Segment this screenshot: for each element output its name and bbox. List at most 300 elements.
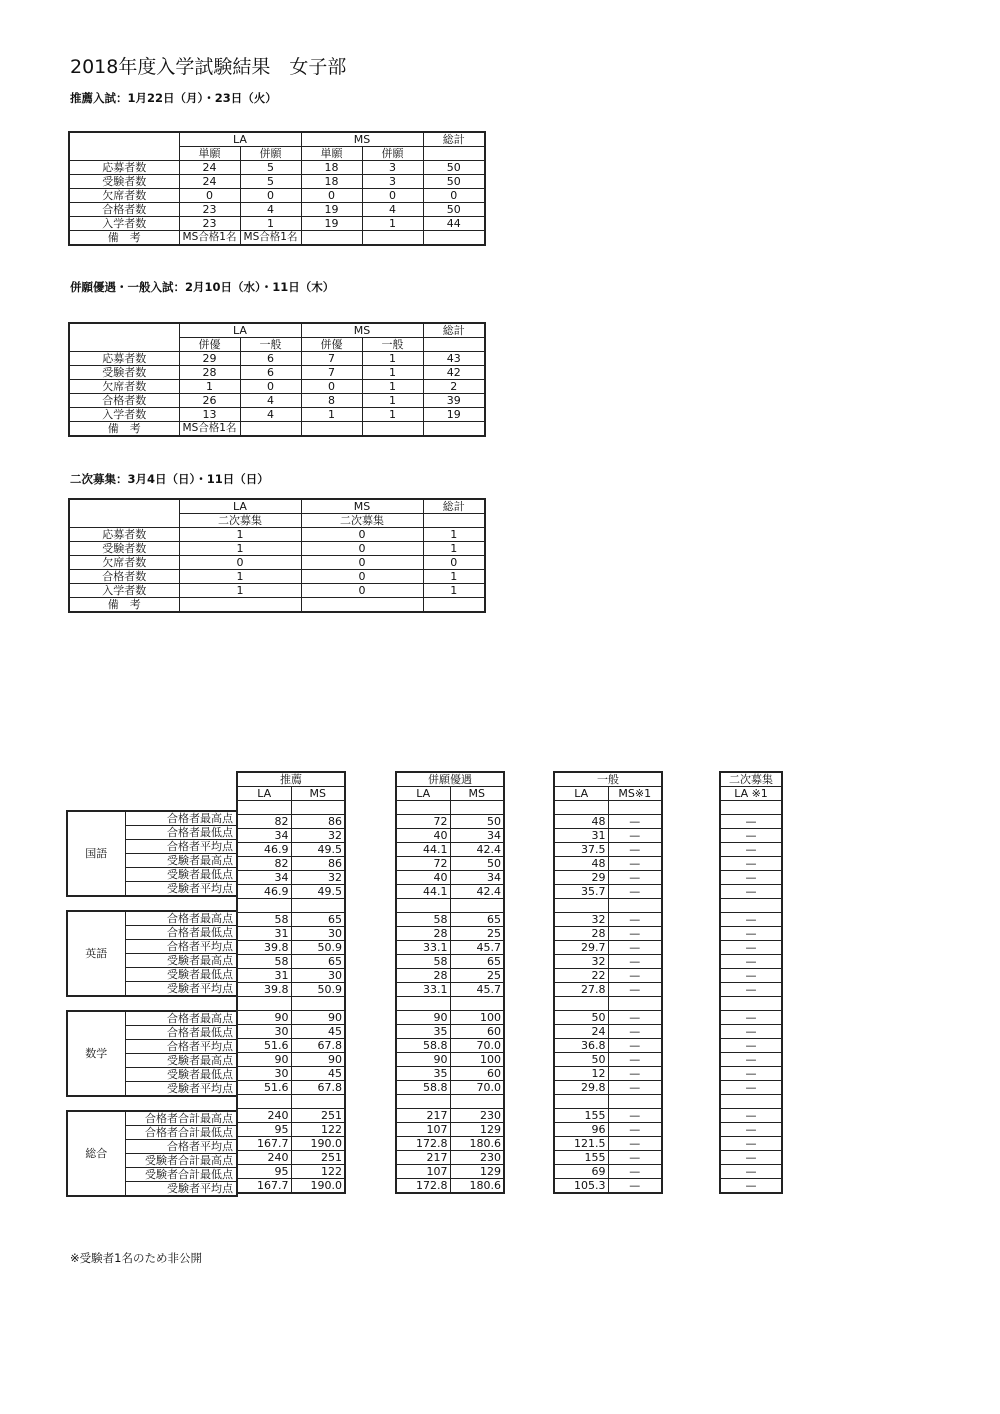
score-ms: 180.6 (450, 1137, 504, 1151)
score-row (720, 913, 782, 927)
label-spacer-row (67, 896, 237, 911)
table-row (69, 542, 485, 556)
score-row (237, 1067, 345, 1081)
score-ms: 129 (450, 1165, 504, 1179)
score-la: 217 (396, 1151, 450, 1165)
cell-value: 26 (179, 394, 240, 408)
cell-value: 1 (362, 380, 423, 394)
remark-cell (240, 422, 301, 437)
score-ms: 50.9 (291, 941, 345, 955)
cell-value: 13 (179, 408, 240, 422)
score-row (720, 955, 782, 969)
cell-value: 3 (362, 161, 423, 175)
score-la: 39.8 (237, 941, 291, 955)
score-la: 22 (554, 969, 608, 983)
table-row (69, 528, 485, 542)
spacer-cell (720, 997, 782, 1011)
score-row (554, 1165, 662, 1179)
cell-value: 5 (240, 161, 301, 175)
score-ms: 190.0 (291, 1137, 345, 1151)
score-row (237, 983, 345, 997)
spacer-cell (67, 797, 125, 811)
spacer-row (237, 801, 345, 815)
score-la: 50 (554, 1053, 608, 1067)
cell-value: 1 (301, 408, 362, 422)
score-row (396, 955, 504, 969)
remark-cell (423, 422, 485, 437)
score-ms-hidden: — (608, 843, 662, 857)
score-la: 240 (237, 1151, 291, 1165)
score-la-hidden: — (720, 843, 782, 857)
score-row (396, 1151, 504, 1165)
score-ms: 30 (291, 969, 345, 983)
sub-header: 二次募集 (179, 514, 301, 528)
score-row-label: 合格者合計最低点 (125, 1126, 237, 1140)
subject-label: 数学 (67, 1011, 125, 1096)
score-la-hidden: — (720, 829, 782, 843)
score-ms: 190.0 (291, 1179, 345, 1194)
score-row-label: 合格者最高点 (125, 1011, 237, 1026)
spacer-row (720, 1095, 782, 1109)
table-row (69, 584, 485, 598)
score-row-label: 受験者最低点 (125, 1068, 237, 1082)
score-row-label: 受験者合計最低点 (125, 1168, 237, 1182)
score-row (237, 1137, 345, 1151)
score-la-hidden: — (720, 1109, 782, 1123)
cell-value: 6 (240, 352, 301, 366)
cell-value: 1 (362, 394, 423, 408)
score-ms-hidden: — (608, 927, 662, 941)
score-la-hidden: — (720, 1081, 782, 1095)
score-row-label: 合格者最低点 (125, 826, 237, 840)
la-note-header: LA ※1 (720, 787, 782, 801)
row-label: 応募者数 (69, 528, 179, 542)
score-ms: 122 (291, 1123, 345, 1137)
score-ms: 45 (291, 1025, 345, 1039)
score-row (720, 1011, 782, 1025)
row-label: 入学者数 (69, 408, 179, 422)
score-la-hidden: — (720, 1151, 782, 1165)
score-la-hidden: — (720, 1179, 782, 1194)
cell-value: 4 (362, 203, 423, 217)
score-labels-table (66, 771, 238, 1197)
sub-header: 併願 (240, 147, 301, 161)
score-row (396, 983, 504, 997)
score-la: 72 (396, 857, 450, 871)
suisen-score-table (236, 771, 346, 1194)
score-row (396, 1067, 504, 1081)
spacer-cell (125, 896, 237, 911)
score-row (720, 885, 782, 899)
ippan-score-table (553, 771, 663, 1194)
header-la: LA (179, 323, 301, 338)
score-la: 34 (237, 871, 291, 885)
score-row (554, 1137, 662, 1151)
score-ms: 251 (291, 1151, 345, 1165)
score-la: 90 (396, 1053, 450, 1067)
row-label: 受験者数 (69, 542, 179, 556)
score-row (396, 1025, 504, 1039)
spacer-cell (125, 996, 237, 1011)
score-la: 29 (554, 871, 608, 885)
cell-value: 50 (423, 161, 485, 175)
score-la: 44.1 (396, 885, 450, 899)
sub-header: 単願 (301, 147, 362, 161)
score-row (554, 1011, 662, 1025)
row-label: 入学者数 (69, 584, 179, 598)
score-ms: 32 (291, 871, 345, 885)
score-ms-hidden: — (608, 1067, 662, 1081)
remark-cell (179, 598, 301, 613)
ms-header: MS (450, 787, 504, 801)
score-la: 48 (554, 815, 608, 829)
spacer-cell (720, 801, 782, 815)
score-la-hidden: — (720, 913, 782, 927)
score-la-hidden: — (720, 1039, 782, 1053)
score-la: 58 (396, 913, 450, 927)
score-row (237, 1025, 345, 1039)
sub-header: 二次募集 (301, 514, 423, 528)
spacer-cell (396, 801, 450, 815)
row-label: 欠席者数 (69, 189, 179, 203)
cell-value: 5 (240, 175, 301, 189)
spacer-cell (554, 899, 608, 913)
score-row (237, 857, 345, 871)
cell-value: 19 (301, 203, 362, 217)
score-la: 31 (237, 927, 291, 941)
score-row (720, 1081, 782, 1095)
remarks-row (69, 422, 485, 437)
spacer-cell (237, 801, 291, 815)
score-row (237, 1053, 345, 1067)
score-ms: 34 (450, 829, 504, 843)
score-la: 58.8 (396, 1081, 450, 1095)
score-la: 48 (554, 857, 608, 871)
score-row (720, 1123, 782, 1137)
spacer-cell (720, 1095, 782, 1109)
score-row-label: 合格者最低点 (125, 1026, 237, 1040)
cell-value: 0 (301, 380, 362, 394)
score-la: 172.8 (396, 1179, 450, 1194)
score-row (237, 885, 345, 899)
score-ms: 60 (450, 1025, 504, 1039)
score-la: 50 (554, 1011, 608, 1025)
page-title: 2018年度入学試験結果 女子部 (70, 56, 347, 78)
spacer-row (554, 899, 662, 913)
cell-value: 23 (179, 203, 240, 217)
row-label: 入学者数 (69, 217, 179, 231)
header-blank (69, 499, 179, 528)
score-label-grid (66, 771, 238, 1197)
score-row (720, 969, 782, 983)
score-la: 172.8 (396, 1137, 450, 1151)
score-row (554, 1151, 662, 1165)
score-row-label: 合格者平均点 (125, 940, 237, 954)
score-la: 33.1 (396, 941, 450, 955)
spacer-cell (396, 1095, 450, 1109)
spacer-cell (237, 997, 291, 1011)
score-la: 58.8 (396, 1039, 450, 1053)
score-la: 36.8 (554, 1039, 608, 1053)
cell-value: 0 (240, 380, 301, 394)
score-ms: 100 (450, 1011, 504, 1025)
header-blank (69, 323, 179, 352)
score-row (720, 927, 782, 941)
score-la-hidden: — (720, 1067, 782, 1081)
score-row (720, 815, 782, 829)
score-la: 34 (237, 829, 291, 843)
score-la-hidden: — (720, 983, 782, 997)
ms-header: MS (291, 787, 345, 801)
score-row (396, 1039, 504, 1053)
score-row (720, 829, 782, 843)
table1-heading: 推薦入試：1月22日（月）・23日（火） (70, 91, 277, 105)
spacer-cell (608, 1095, 662, 1109)
score-la: 51.6 (237, 1039, 291, 1053)
score-ms: 60 (450, 1067, 504, 1081)
cell-value: 43 (423, 352, 485, 366)
header-total: 総計 (423, 323, 485, 338)
score-ms: 65 (291, 913, 345, 927)
score-row (396, 1081, 504, 1095)
score-la-hidden: — (720, 969, 782, 983)
score-la: 121.5 (554, 1137, 608, 1151)
score-la: 32 (554, 913, 608, 927)
score-ms: 45.7 (450, 941, 504, 955)
cell-value: 0 (423, 556, 485, 570)
score-la: 33.1 (396, 983, 450, 997)
table-row (69, 366, 485, 380)
cell-value: 0 (301, 528, 423, 542)
score-row (396, 843, 504, 857)
score-ms-hidden: — (608, 829, 662, 843)
cell-value: 4 (240, 203, 301, 217)
cell-value: 18 (301, 161, 362, 175)
cell-value: 1 (240, 217, 301, 231)
general-exam-table (68, 322, 486, 437)
spacer-row (237, 997, 345, 1011)
score-la: 37.5 (554, 843, 608, 857)
score-ms-hidden: — (608, 1011, 662, 1025)
score-ms: 45 (291, 1067, 345, 1081)
score-ms-hidden: — (608, 1025, 662, 1039)
score-la: 217 (396, 1109, 450, 1123)
score-ms: 100 (450, 1053, 504, 1067)
header-total: 総計 (423, 132, 485, 147)
table-row (69, 189, 485, 203)
secondary-recruitment-table (68, 498, 486, 613)
score-row (237, 1081, 345, 1095)
score-row (720, 1179, 782, 1194)
score-row (720, 1053, 782, 1067)
score-ms: 180.6 (450, 1179, 504, 1194)
spacer-cell (291, 1095, 345, 1109)
cell-value: 8 (301, 394, 362, 408)
ms-note-header: MS※1 (608, 787, 662, 801)
score-la: 155 (554, 1151, 608, 1165)
cell-value: 2 (423, 380, 485, 394)
cell-value: 39 (423, 394, 485, 408)
cell-value: 1 (362, 408, 423, 422)
score-ms: 50 (450, 857, 504, 871)
score-la: 29.7 (554, 941, 608, 955)
spacer-cell (554, 1095, 608, 1109)
score-la-hidden: — (720, 871, 782, 885)
score-row-label: 合格者平均点 (125, 1140, 237, 1154)
spacer-row (554, 1095, 662, 1109)
score-row-label: 合格者最高点 (125, 811, 237, 826)
spacer-cell (291, 997, 345, 1011)
score-row (720, 843, 782, 857)
niji-score-table (719, 771, 783, 1194)
row-label: 応募者数 (69, 161, 179, 175)
remarks-row (69, 231, 485, 246)
score-row-label: 受験者最低点 (125, 868, 237, 882)
score-row (554, 1179, 662, 1194)
score-row (237, 1165, 345, 1179)
label-spacer-row (67, 1096, 237, 1111)
spacer-cell (237, 1095, 291, 1109)
score-ms-hidden: — (608, 1081, 662, 1095)
sub-header: 併優 (179, 338, 240, 352)
score-row (554, 1039, 662, 1053)
score-ms: 50 (450, 815, 504, 829)
score-row-label: 受験者最低点 (125, 968, 237, 982)
header-la: LA (179, 499, 301, 514)
spacer-row (720, 801, 782, 815)
cell-value: 24 (179, 175, 240, 189)
score-ms-hidden: — (608, 969, 662, 983)
score-ms: 32 (291, 829, 345, 843)
remark-cell: MS合格1名 (179, 231, 240, 246)
score-row (554, 1053, 662, 1067)
subject-label: 総合 (67, 1111, 125, 1196)
table-row (69, 408, 485, 422)
cell-value: 1 (179, 528, 301, 542)
score-la-hidden: — (720, 1053, 782, 1067)
score-la: 167.7 (237, 1137, 291, 1151)
score-la: 107 (396, 1165, 450, 1179)
score-row (237, 927, 345, 941)
cell-value: 0 (179, 189, 240, 203)
row-label: 合格者数 (69, 394, 179, 408)
cell-value: 4 (240, 408, 301, 422)
score-ms: 70.0 (450, 1039, 504, 1053)
score-row (554, 1081, 662, 1095)
score-row (554, 843, 662, 857)
score-row (720, 983, 782, 997)
spacer-cell (554, 801, 608, 815)
score-row (237, 1179, 345, 1194)
score-la: 31 (237, 969, 291, 983)
ippan-header: 一般 (554, 772, 662, 787)
spacer-row (396, 801, 504, 815)
cell-value: 0 (301, 556, 423, 570)
spacer-cell (450, 899, 504, 913)
score-ms-hidden: — (608, 1109, 662, 1123)
score-ms: 90 (291, 1011, 345, 1025)
spacer-cell (125, 771, 237, 784)
remark-cell (301, 598, 423, 613)
row-label: 受験者数 (69, 175, 179, 189)
score-la: 58 (237, 955, 291, 969)
cell-value: 23 (179, 217, 240, 231)
score-row (720, 1109, 782, 1123)
score-row-label: 受験者平均点 (125, 982, 237, 997)
score-la-hidden: — (720, 857, 782, 871)
sub-header: 一般 (362, 338, 423, 352)
score-row (237, 829, 345, 843)
score-ms: 30 (291, 927, 345, 941)
label-row (67, 1111, 237, 1126)
score-ms: 230 (450, 1109, 504, 1123)
score-la-hidden: — (720, 1123, 782, 1137)
spacer-row (396, 899, 504, 913)
score-la: 30 (237, 1025, 291, 1039)
score-row (720, 871, 782, 885)
cell-value: 42 (423, 366, 485, 380)
spacer-cell (396, 899, 450, 913)
cell-value: 18 (301, 175, 362, 189)
score-la: 107 (396, 1123, 450, 1137)
table3-heading: 二次募集：3月4日（日）・11日（日） (70, 472, 269, 486)
recommendation-exam-table (68, 131, 486, 246)
score-ms: 65 (450, 913, 504, 927)
cell-value: 1 (179, 584, 301, 598)
score-row-label: 受験者合計最高点 (125, 1154, 237, 1168)
score-la: 12 (554, 1067, 608, 1081)
cell-value: 6 (240, 366, 301, 380)
la-header: LA (237, 787, 291, 801)
score-row (554, 983, 662, 997)
row-label: 合格者数 (69, 203, 179, 217)
score-ms: 45.7 (450, 983, 504, 997)
score-ms: 49.5 (291, 885, 345, 899)
spacer-cell (608, 899, 662, 913)
table-row (69, 203, 485, 217)
score-la: 90 (237, 1011, 291, 1025)
row-label: 欠席者数 (69, 380, 179, 394)
score-ms-hidden: — (608, 913, 662, 927)
spacer-row (720, 899, 782, 913)
row-label: 備 考 (69, 422, 179, 437)
score-ms: 65 (291, 955, 345, 969)
score-la: 167.7 (237, 1179, 291, 1194)
spacer-cell (291, 801, 345, 815)
cell-value: 7 (301, 352, 362, 366)
cell-value: 0 (301, 584, 423, 598)
score-row-label: 受験者最高点 (125, 954, 237, 968)
table-row (69, 394, 485, 408)
spacer-row (554, 801, 662, 815)
spacer-cell (125, 797, 237, 811)
spacer-cell (67, 1096, 125, 1111)
score-la-hidden: — (720, 941, 782, 955)
score-la-hidden: — (720, 955, 782, 969)
remark-cell: MS合格1名 (240, 231, 301, 246)
score-row (237, 969, 345, 983)
score-row (396, 941, 504, 955)
score-row (396, 1011, 504, 1025)
remark-cell (423, 231, 485, 246)
score-la: 82 (237, 815, 291, 829)
score-la: 58 (237, 913, 291, 927)
subject-label: 英語 (67, 911, 125, 996)
row-label: 備 考 (69, 231, 179, 246)
spacer-cell (554, 997, 608, 1011)
spacer-cell (237, 899, 291, 913)
spacer-cell (125, 1096, 237, 1111)
